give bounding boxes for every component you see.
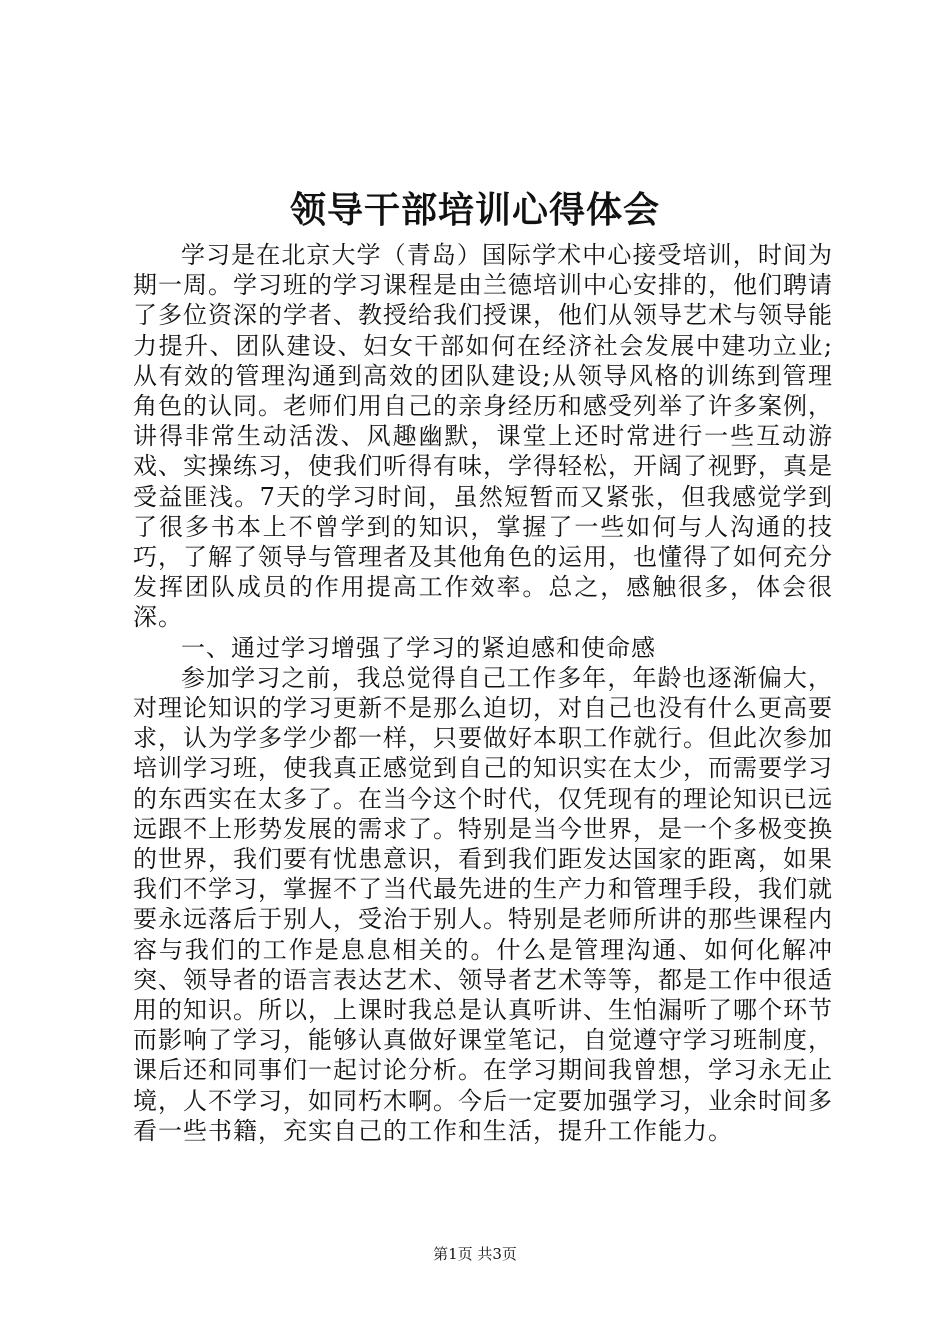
- document-body: [133, 240, 833, 1146]
- page-title: 领导干部培训心得体会: [289, 189, 660, 231]
- section-heading: 一、通过学习增强了学习的紧迫感和使命感: [181, 633, 656, 662]
- body-paragraph: 参加学习之前，我总觉得自己工作多年，年龄也逐渐偏大，对理论知识的学习更新不是那么迫切，对自己也没有什么更高要求，认为学多学少都一样，只要做好本职工作就行。但此次参加培训学习班，使我真正感觉到自己的知识实在太少，而需要学习的东西实在太多了。在当今这个时代，仅凭现有的理论知识已远远跟不上形势发展的需求了。特别是当今世界，是一个多极变换的世界，我们要有忧患意识，看到我们距发达国家的距离，如果我们不学习，掌握不了当代最先进的生产力和管理手段，我们就要永远落后于别人，受治于别人。特别是老师所讲的那些课程内容与我们的工作是息息相关的。什么是管理沟通、如何化解冲突、领导者的语言表达艺术、领导者艺术等等，都是工作中很适用的知识。所以，上课时我总是认真听讲、生怕漏听了哪个环节而影响了学习，能够认真做好课堂笔记，自觉遵守学习班制度，课后还和同事们一起讨论分析。在学习期间我曾想，学习永无止境，人不学习，如同朽木啊。今后一定要加强学习，业余时间多看一些书籍，充实自己的工作和生活，提升工作能力。: [133, 663, 833, 1145]
- page-number-footer: 第1页 共3页: [433, 1245, 517, 1263]
- body-paragraph: 学习是在北京大学（青岛）国际学术中心接受培训，时间为期一周。学习班的学习课程是由兰德培训中心安排的，他们聘请了多位资深的学者、教授给我们授课，他们从领导艺术与领导能力提升、团队建设、妇女干部如何在经济社会发展中建功立业;从有效的管理沟通到高效的团队建设;从领导风格的训练到管理角色的认同。老师们用自己的亲身经历和感受列举了许多案例，讲得非常生动活泼、风趣幽默，课堂上还时常进行一些互动游戏、实操练习，使我们听得有味，学得轻松，开阔了视野，真是受益匪浅。7天的学习时间，虽然短暂而又紧张，但我感觉学到了很多书本上不曾学到的知识，掌握了一些如何与人沟通的技巧，了解了领导与管理者及其他角色的运用，也懂得了如何充分发挥团队成员的作用提高工作效率。总之，感触很多，体会很深。: [133, 241, 833, 632]
